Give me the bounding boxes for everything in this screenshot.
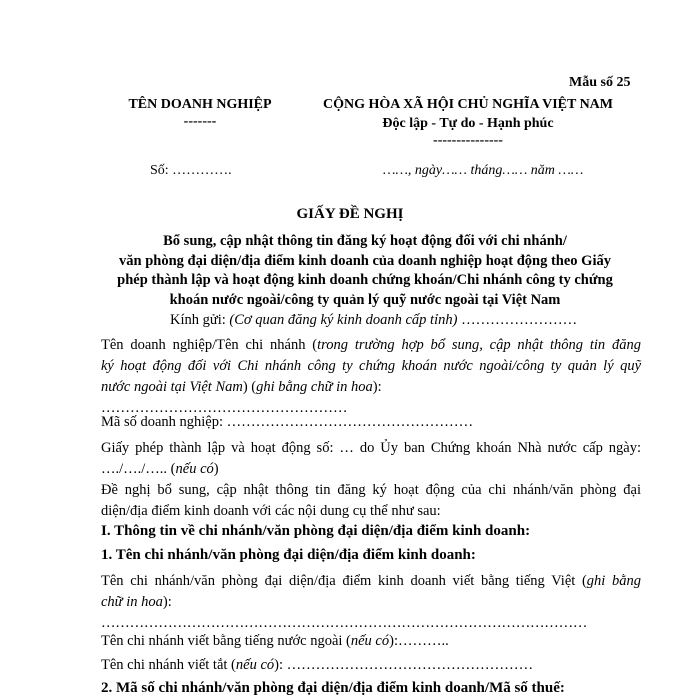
license-optional-note: nếu có (175, 461, 214, 477)
short-name-suffix: ): …………………………………………… (274, 657, 534, 673)
short-name-label: Tên chi nhánh viết tắt ( (101, 657, 236, 673)
motto: Độc lập - Tự do - Hạnh phúc (382, 116, 554, 131)
addressee (170, 312, 577, 329)
request-line: Đề nghị bổ sung, cập nhật thông tin đăng ký hoạt động của chi nhánh/văn phòng đại (101, 482, 641, 498)
license-suffix: ) (213, 461, 219, 477)
section-1-heading: I. Thông tin về chi nhánh/văn phòng đại diện/địa điểm kinh doanh: (101, 523, 531, 539)
addressee-dots: …………………… (457, 312, 578, 328)
vietnamese-name-field (101, 571, 641, 634)
document-title: GIẤY ĐỀ NGHỊ (296, 206, 404, 222)
short-name-field (101, 657, 533, 674)
subtitle-line: Bổ sung, cập nhật thông tin đăng ký hoạt động đối với chi nhánh/ (163, 233, 567, 249)
license-date: …./…./….. ( (101, 461, 176, 477)
vietnamese-name-dots: ………………………………………………………………………………………… (101, 615, 588, 631)
vietnamese-name-note: ghi bằng (586, 573, 641, 589)
company-name-suffix: ) ( (242, 379, 257, 395)
short-name-note: nếu có (235, 657, 275, 673)
company-name-note: ký hoạt động đối với Chi nhánh công ty chứng khoán nước ngoài/công ty quản lý quỹ (101, 358, 641, 374)
foreign-name-field (101, 633, 449, 650)
section-1-2-heading: 2. Mã số chi nhánh/văn phòng đại diện/địa điểm kinh doanh/Mã số thuế: (101, 680, 565, 696)
company-name-uppercase-note: ghi bằng chữ in hoa (256, 379, 373, 395)
company-name-field (101, 335, 641, 419)
license-line: Giấy phép thành lập và hoạt động số: … do Ủy ban Chứng khoán Nhà nước cấp ngày: (101, 440, 641, 456)
foreign-name-suffix: ):……….. (389, 633, 449, 649)
document-subtitle (90, 232, 640, 310)
document-number: Số: …………. (150, 163, 232, 178)
vietnamese-name-note: chữ in hoa (101, 594, 163, 610)
request-line: diện/địa điểm kinh doanh với các nội dung cụ thể như sau: (101, 503, 441, 519)
company-name-note: nước ngoài tại Việt Nam (101, 379, 243, 395)
addressee-label: Kính gửi: (170, 312, 230, 328)
foreign-name-label: Tên chi nhánh viết bằng tiếng nước ngoài ( (101, 633, 351, 649)
request-paragraph (101, 480, 641, 522)
company-name-suffix: ): (372, 379, 382, 395)
form-number: Mẫu số 25 (569, 75, 631, 90)
subtitle-line: phép thành lập và hoạt động kinh doanh chứng khoán/Chi nhánh công ty chứng (117, 272, 613, 288)
section-1-1-heading: 1. Tên chi nhánh/văn phòng đại diện/địa điểm kinh doanh: (101, 547, 476, 563)
subtitle-line: văn phòng đại diện/địa điểm kinh doanh của doanh nghiệp hoạt động theo Giấy (119, 252, 611, 269)
company-name-note: trong trường hợp bổ sung, cập nhật thông tin đăng (317, 337, 642, 353)
vietnamese-name-label: Tên chi nhánh/văn phòng đại diện/địa điểm kinh doanh viết bằng tiếng Việt ( (101, 573, 587, 589)
motto-dashes: --------------- (433, 133, 503, 148)
subtitle-line: khoán nước ngoài/công ty quản lý quỹ nước ngoài tại Việt Nam (169, 291, 561, 308)
republic-title: CỘNG HÒA XÃ HỘI CHỦ NGHĨA VIỆT NAM (322, 97, 613, 112)
company-title-dashes: ------- (183, 114, 217, 129)
company-name-label: Tên doanh nghiệp/Tên chi nhánh ( (101, 337, 318, 353)
foreign-name-note: nếu có (350, 633, 390, 649)
vietnamese-name-suffix: ): (162, 594, 172, 610)
enterprise-code-field: Mã số doanh nghiệp: …………………………………………… (101, 414, 474, 430)
company-title: TÊN DOANH NGHIỆP (128, 97, 272, 112)
date-line: ……, ngày…… tháng…… năm …… (383, 163, 584, 178)
license-field (101, 438, 641, 480)
company-name-dots: …………………………………………… (101, 400, 348, 416)
addressee-value: (Cơ quan đăng ký kinh doanh cấp tỉnh) (229, 312, 458, 328)
